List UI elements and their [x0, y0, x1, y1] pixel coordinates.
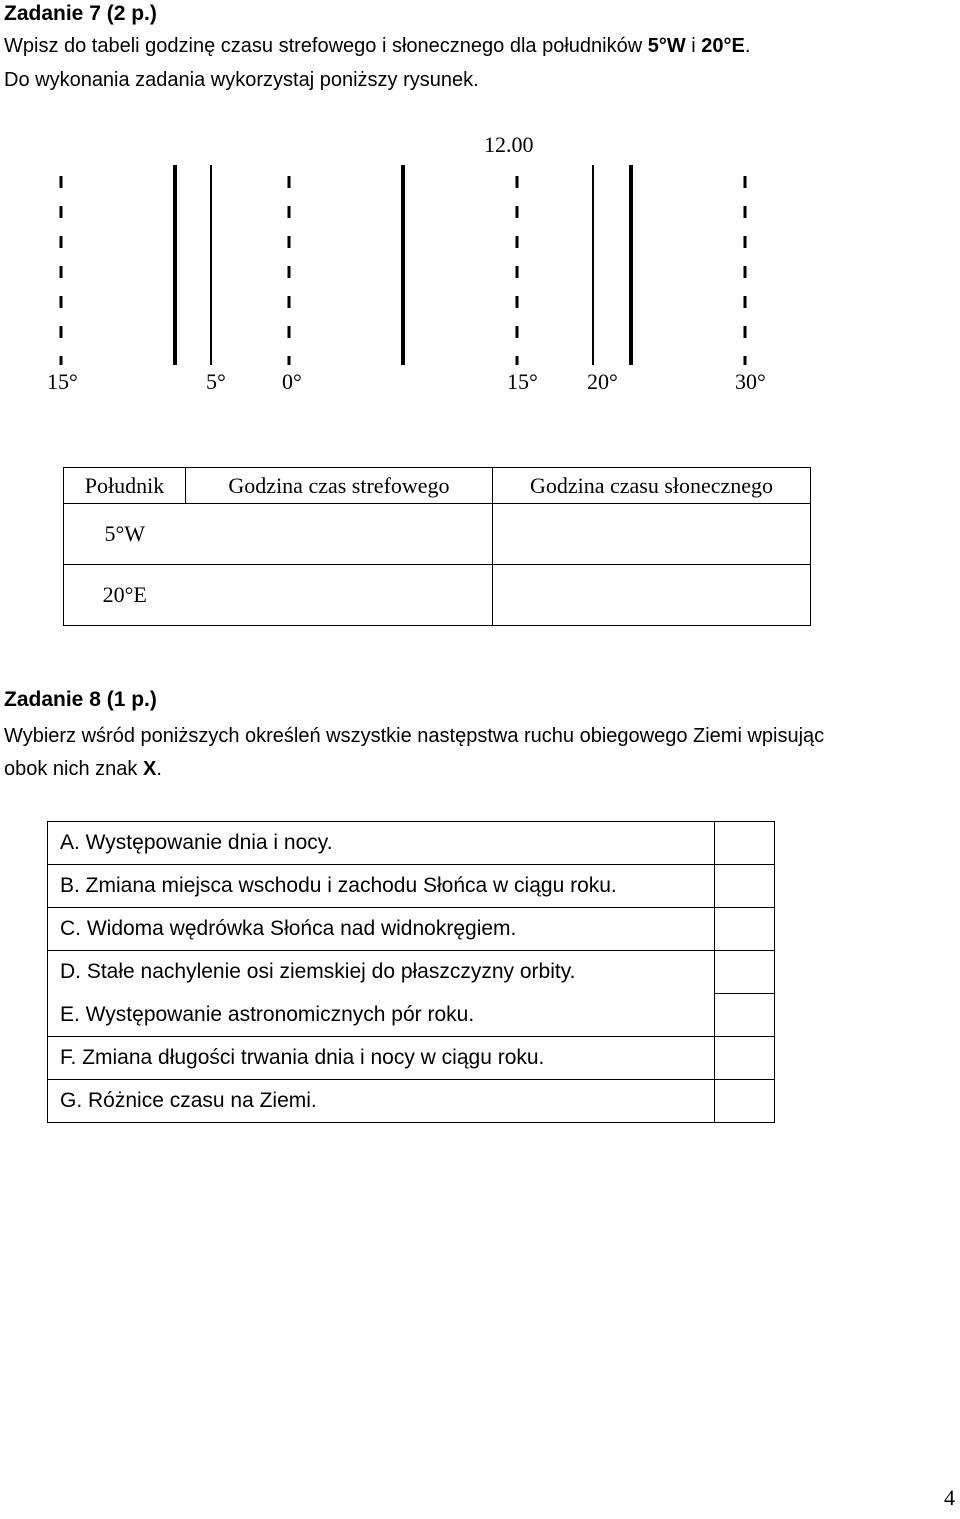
list-item — [48, 994, 775, 1037]
option-e: E. Występowanie astronomicznych pór roku. — [48, 994, 715, 1037]
task8-text-a: obok nich znak — [4, 758, 143, 780]
task8-instruction-line1: Wybierz wśród poniższych określeń wszystkie następstwa ruchu obiegowego Ziemi wpisując — [4, 725, 825, 747]
meridian-diagram — [0, 120, 960, 420]
task8-mark-x: X — [142, 758, 157, 780]
degree-label-15w: 15° — [47, 369, 78, 394]
zone-time-cell-20e[interactable] — [186, 565, 493, 626]
time-table — [63, 467, 811, 626]
task7-meridian-1: 5°W — [647, 35, 686, 57]
answer-box-e[interactable] — [715, 994, 775, 1037]
table-row — [64, 565, 811, 626]
answer-box-b[interactable] — [715, 865, 775, 908]
time-table-header-row — [64, 468, 811, 504]
answer-box-d[interactable] — [715, 951, 775, 994]
task7-title: Zadanie 7 (2 p.) — [4, 2, 157, 25]
answer-box-f[interactable] — [715, 1037, 775, 1080]
task7-instruction-line1 — [4, 30, 750, 62]
answer-box-g[interactable] — [715, 1080, 775, 1123]
task7-text-e: . — [744, 35, 751, 57]
page-number: 4 — [944, 1485, 955, 1510]
header-meridian: Południk — [64, 468, 186, 504]
options-table — [47, 821, 775, 1123]
list-item — [48, 951, 775, 994]
degree-label-5w: 5° — [206, 369, 226, 394]
option-d: D. Stałe nachylenie osi ziemskiej do płaszczyzny orbity. — [48, 951, 715, 994]
list-item — [48, 1037, 775, 1080]
task7-text-a: Wpisz do tabeli godzinę czasu strefowego i słonecznego dla południków — [4, 35, 648, 57]
degree-label-30e: 30° — [735, 369, 766, 394]
header-solar-time: Godzina czasu słonecznego — [493, 468, 811, 504]
task8-title: Zadanie 8 (1 p.) — [4, 688, 157, 711]
list-item — [48, 865, 775, 908]
task7-text-c: i — [685, 35, 702, 57]
meridian-lines — [0, 120, 960, 380]
list-item — [48, 908, 775, 951]
solar-time-cell-20e[interactable] — [493, 565, 811, 626]
meridian-cell-5w: 5°W — [64, 504, 186, 565]
task7-meridian-2: 20°E — [701, 35, 745, 57]
task7-instruction-line2: Do wykonania zadania wykorzystaj poniższy rysunek. — [4, 69, 479, 91]
answer-box-a[interactable] — [715, 822, 775, 865]
option-f: F. Zmiana długości trwania dnia i nocy w ciągu roku. — [48, 1037, 715, 1080]
noon-label: 12.00 — [484, 132, 534, 157]
list-item — [48, 822, 775, 865]
degree-label-20e: 20° — [587, 369, 618, 394]
meridian-cell-20e: 20°E — [64, 565, 186, 626]
table-row — [64, 504, 811, 565]
degree-label-0: 0° — [282, 369, 302, 394]
zone-time-cell-5w[interactable] — [186, 504, 493, 565]
solar-time-cell-5w[interactable] — [493, 504, 811, 565]
option-a: A. Występowanie dnia i nocy. — [48, 822, 715, 865]
list-item — [48, 1080, 775, 1123]
option-g: G. Różnice czasu na Ziemi. — [48, 1080, 715, 1123]
task8-text-c: . — [156, 758, 162, 780]
answer-box-c[interactable] — [715, 908, 775, 951]
task8-instruction-line2 — [4, 753, 162, 786]
option-b: B. Zmiana miejsca wschodu i zachodu Słońca w ciągu roku. — [48, 865, 715, 908]
degree-label-15e: 15° — [507, 369, 538, 394]
header-zone-time: Godzina czas strefowego — [186, 468, 493, 504]
option-c: C. Widoma wędrówka Słońca nad widnokręgiem. — [48, 908, 715, 951]
